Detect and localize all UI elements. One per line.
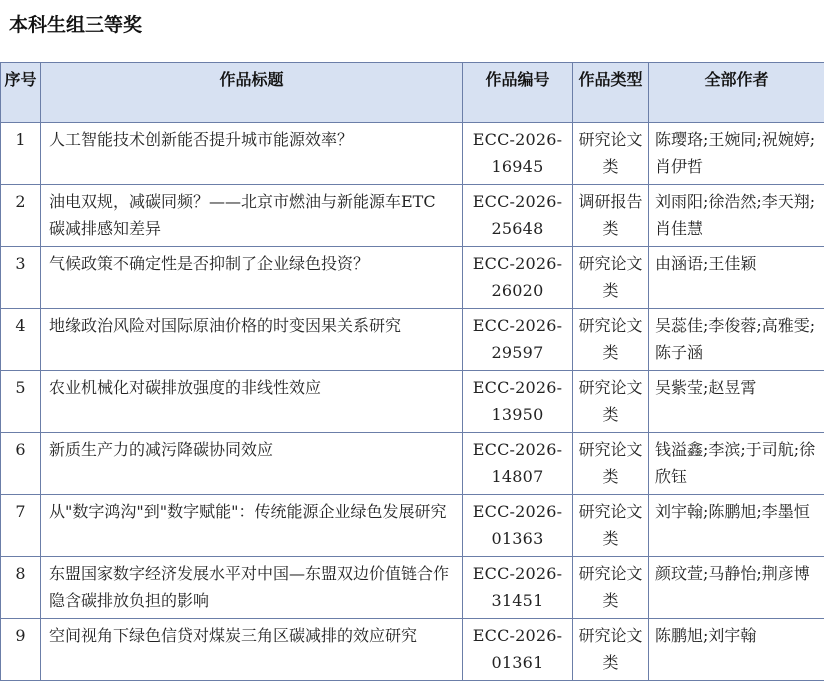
cell-title: 新质生产力的减污降碳协同效应 (41, 433, 463, 495)
cell-no: 5 (1, 371, 41, 433)
cell-authors: 刘宇翰;陈鹏旭;李墨恒 (649, 495, 824, 557)
header-type: 作品类型 (573, 63, 649, 123)
header-row (1, 63, 824, 123)
table-row (1, 433, 824, 495)
cell-title: 地缘政治风险对国际原油价格的时变因果关系研究 (41, 309, 463, 371)
cell-authors: 陈鹏旭;刘宇翰 (649, 619, 824, 681)
table-row (1, 557, 824, 619)
cell-title: 农业机械化对碳排放强度的非线性效应 (41, 371, 463, 433)
cell-authors: 吴蕊佳;李俊蓉;高雅雯;陈子涵 (649, 309, 824, 371)
cell-id: ECC-2026-31451 (463, 557, 573, 619)
cell-id: ECC-2026-16945 (463, 123, 573, 185)
cell-type: 研究论文类 (573, 123, 649, 185)
cell-authors: 钱溢鑫;李滨;于司航;徐欣钰 (649, 433, 824, 495)
table-row (1, 185, 824, 247)
cell-no: 1 (1, 123, 41, 185)
table-row (1, 619, 824, 681)
cell-no: 2 (1, 185, 41, 247)
table-body (1, 123, 824, 681)
cell-type: 研究论文类 (573, 247, 649, 309)
cell-no: 4 (1, 309, 41, 371)
table-row (1, 495, 824, 557)
table-row (1, 247, 824, 309)
cell-id: ECC-2026-01361 (463, 619, 573, 681)
cell-id: ECC-2026-01363 (463, 495, 573, 557)
cell-title: 人工智能技术创新能否提升城市能源效率？ (41, 123, 463, 185)
header-authors: 全部作者 (649, 63, 824, 123)
header-id: 作品编号 (463, 63, 573, 123)
cell-authors: 陈璎珞;王婉同;祝婉婷;肖伊哲 (649, 123, 824, 185)
cell-authors: 刘雨阳;徐浩然;李天翔;肖佳慧 (649, 185, 824, 247)
cell-type: 研究论文类 (573, 309, 649, 371)
cell-no: 3 (1, 247, 41, 309)
cell-type: 研究论文类 (573, 433, 649, 495)
header-no: 序号 (1, 63, 41, 123)
header-title: 作品标题 (41, 63, 463, 123)
cell-no: 6 (1, 433, 41, 495)
cell-authors: 吴紫莹;赵昱霄 (649, 371, 824, 433)
table-header (1, 63, 824, 123)
cell-id: ECC-2026-25648 (463, 185, 573, 247)
cell-title: 气候政策不确定性是否抑制了企业绿色投资？ (41, 247, 463, 309)
cell-type: 调研报告类 (573, 185, 649, 247)
cell-authors: 由涵语;王佳颖 (649, 247, 824, 309)
cell-type: 研究论文类 (573, 619, 649, 681)
cell-no: 7 (1, 495, 41, 557)
cell-id: ECC-2026-14807 (463, 433, 573, 495)
cell-authors: 颜玟萱;马静怡;荆彦博 (649, 557, 824, 619)
cell-type: 研究论文类 (573, 371, 649, 433)
cell-no: 8 (1, 557, 41, 619)
table-row (1, 123, 824, 185)
cell-title: 油电双规，减碳同频？——北京市燃油与新能源车ETC 碳减排感知差异 (41, 185, 463, 247)
cell-title: 空间视角下绿色信贷对煤炭三角区碳减排的效应研究 (41, 619, 463, 681)
cell-title: 东盟国家数字经济发展水平对中国—东盟双边价值链合作隐含碳排放负担的影响 (41, 557, 463, 619)
cell-title: 从"数字鸿沟"到"数字赋能"：传统能源企业绿色发展研究 (41, 495, 463, 557)
awards-table (0, 62, 824, 681)
cell-id: ECC-2026-29597 (463, 309, 573, 371)
cell-type: 研究论文类 (573, 557, 649, 619)
cell-id: ECC-2026-26020 (463, 247, 573, 309)
cell-no: 9 (1, 619, 41, 681)
cell-id: ECC-2026-13950 (463, 371, 573, 433)
cell-type: 研究论文类 (573, 495, 649, 557)
page-title: 本科生组三等奖 (9, 12, 142, 38)
table-row (1, 371, 824, 433)
table-row (1, 309, 824, 371)
